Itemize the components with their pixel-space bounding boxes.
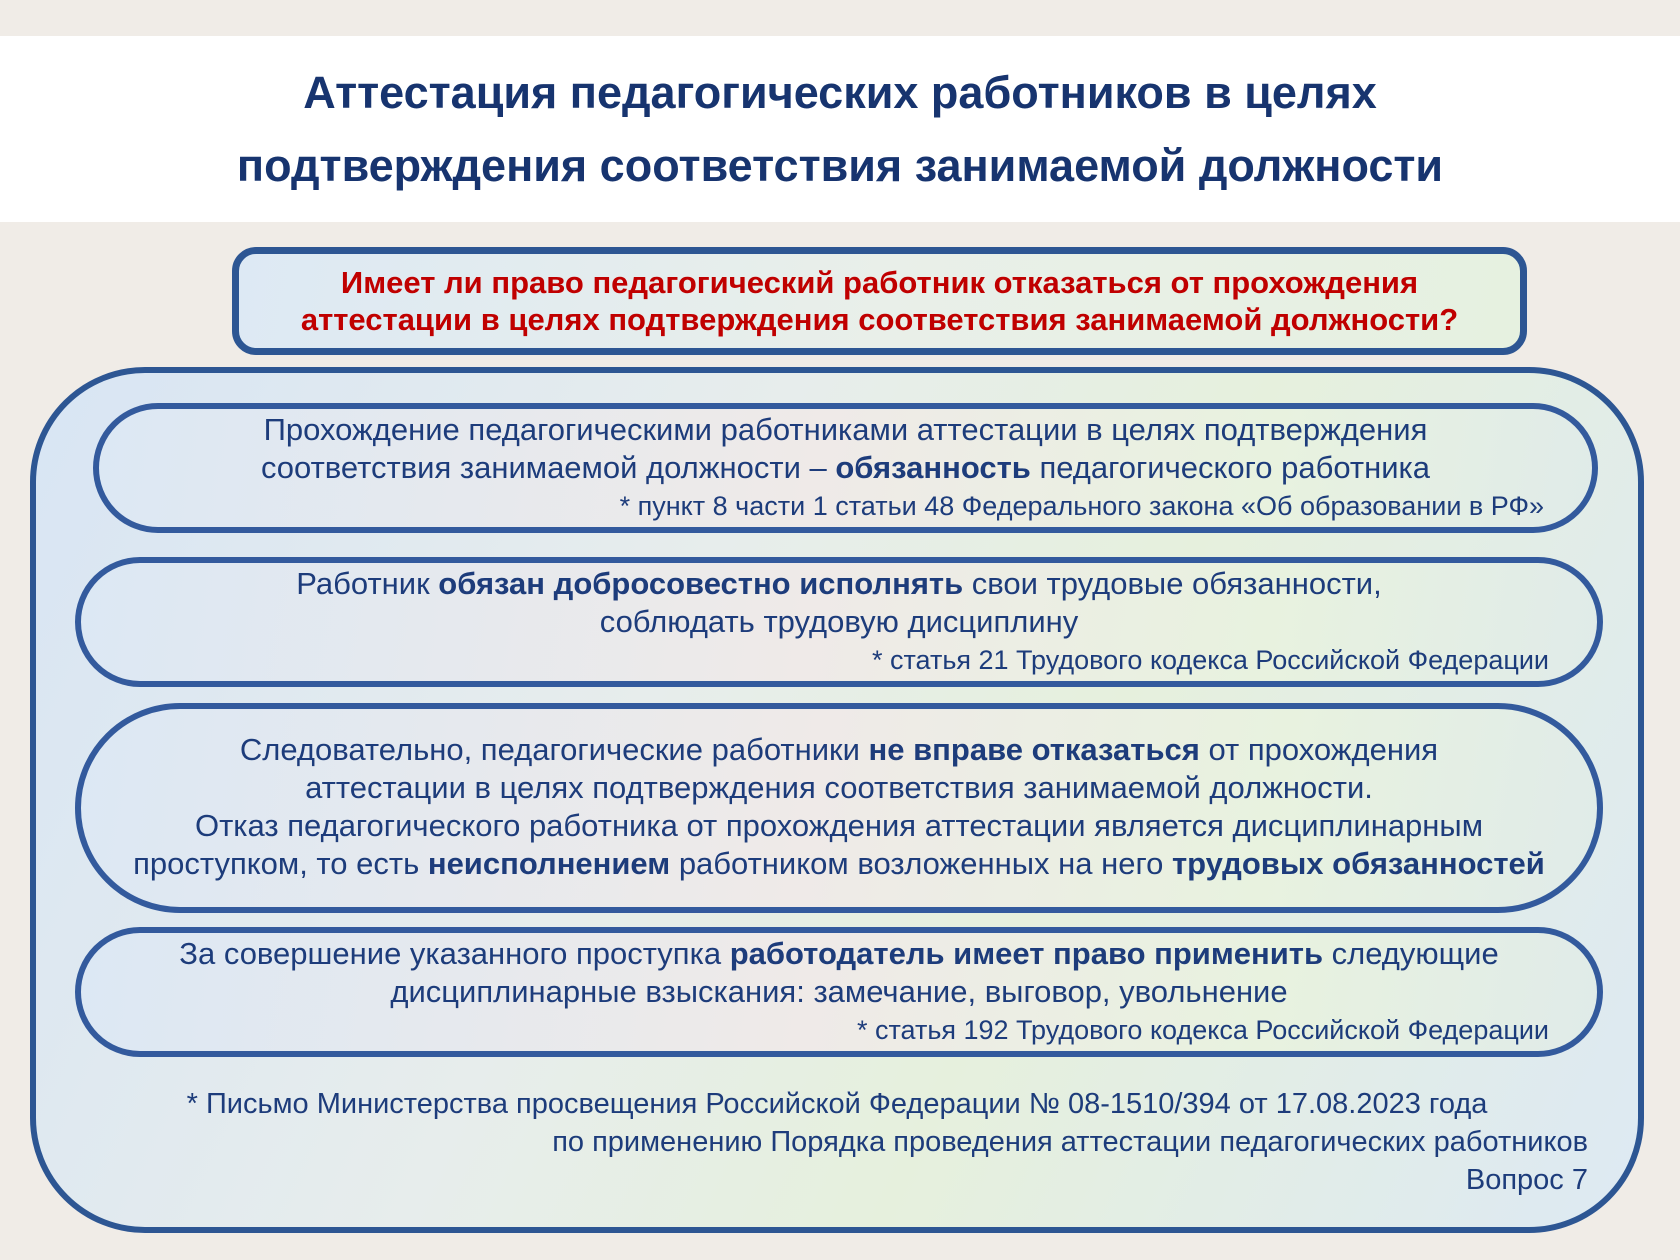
question-box [232, 247, 1527, 355]
statement-box-4 [75, 927, 1603, 1057]
legal-footnote: * пункт 8 части 1 статьи 48 Федерального закона «Об образовании в РФ» [619, 491, 1544, 521]
legal-footnote: * статья 21 Трудового кодекса Российской Федерации [871, 645, 1549, 675]
slide-title-line-1: Аттестация педагогических работников в целях [303, 67, 1377, 118]
statement-line: аттестации в целях подтверждения соответствия занимаемой должности. [305, 770, 1373, 805]
statement-line: Отказ педагогического работника от прохождения аттестации является дисциплинарным [194, 808, 1484, 843]
slide-title-line-2: подтверждения соответствия занимаемой должности [236, 140, 1444, 191]
statement-line: соответствия занимаемой должности – обязанность педагогического работника [260, 450, 1431, 485]
statement-line: За совершение указанного проступка работодатель имеет право применить следующие [179, 936, 1499, 971]
question-line-2: аттестации в целях подтверждения соответствия занимаемой должности? [300, 302, 1459, 337]
statement-box-2 [75, 557, 1603, 687]
content-panel [30, 367, 1644, 1233]
title-band [0, 36, 1680, 222]
footer-source-line-1: * Письмо Министерства просвещения Российской Федерации № 08-1510/394 от 17.08.2023 года [186, 1088, 1488, 1120]
statement-box-1 [93, 403, 1598, 533]
footer-source-line-2: по применению Порядка проведения аттестации педагогических работников [552, 1126, 1588, 1158]
statement-line: дисциплинарные взыскания: замечание, выговор, увольнение [390, 974, 1288, 1009]
question-line-1: Имеет ли право педагогический работник отказаться от прохождения [340, 265, 1419, 300]
statement-line: Работник обязан добросовестно исполнять свои трудовые обязанности, [296, 566, 1382, 601]
statement-line: проступком, то есть неисполнением работником возложенных на него трудовых обязанностей [133, 846, 1545, 881]
question-number: Вопрос 7 [1465, 1164, 1588, 1196]
statement-box-3 [75, 703, 1603, 913]
statement-line: Следовательно, педагогические работники не вправе отказаться от прохождения [239, 732, 1439, 767]
footer [36, 1085, 1638, 1199]
statement-line: Прохождение педагогическими работниками аттестации в целях подтверждения [263, 412, 1428, 447]
statement-line: соблюдать трудовую дисциплину [599, 604, 1079, 639]
legal-footnote: * статья 192 Трудового кодекса Российской Федерации [856, 1015, 1549, 1045]
